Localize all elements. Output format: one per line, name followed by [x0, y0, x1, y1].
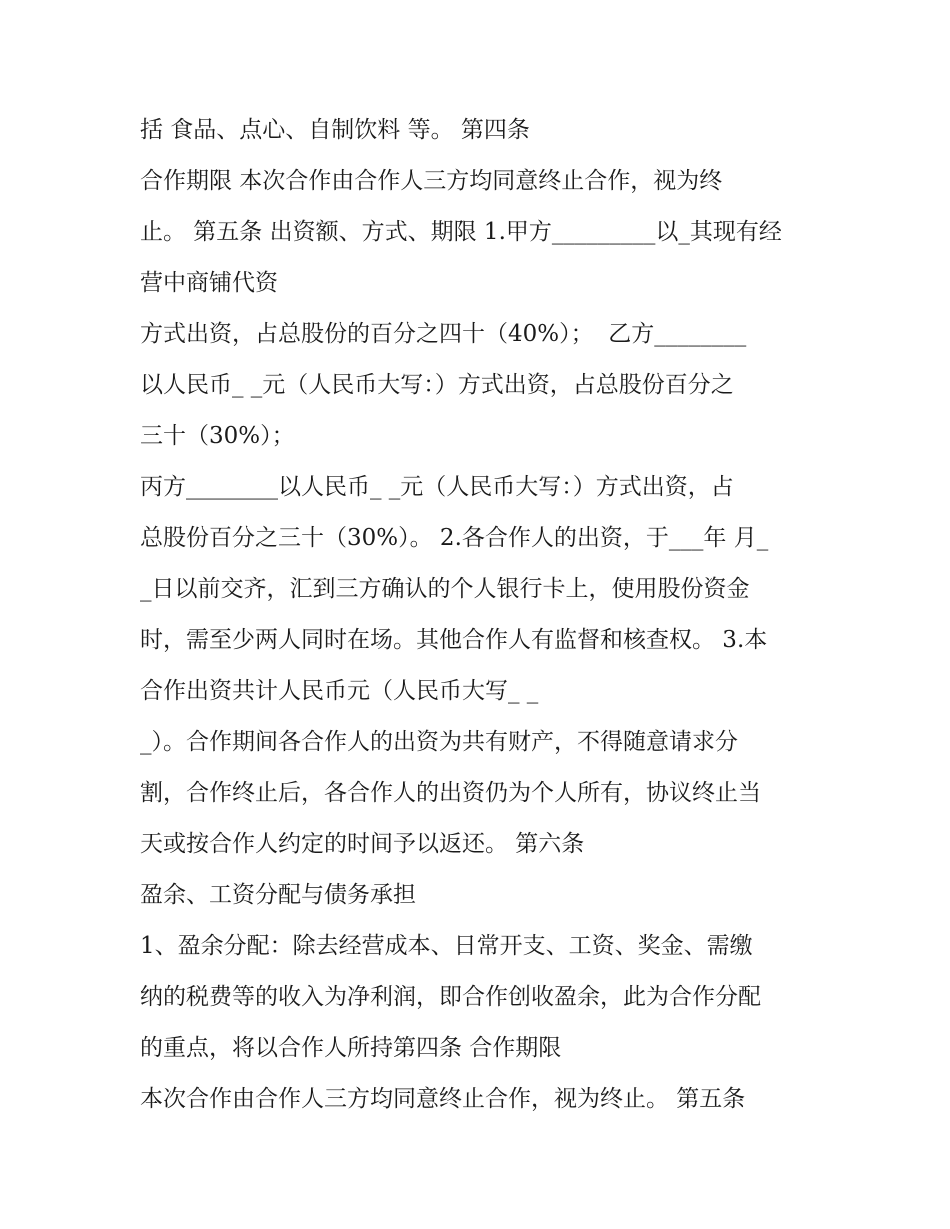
text-line: _日以前交齐，汇到三方确认的个人银行卡上，使用股份资金 — [140, 576, 750, 602]
text-line: 营中商铺代资 — [140, 270, 278, 296]
text-line: 丙方________以人民币_ _元（人民币大写：）方式出资，占 — [140, 474, 734, 500]
text-line: _）。合作期间各合作人的出资为共有财产，不得随意请求分 — [140, 729, 738, 755]
text-line: 本次合作由合作人三方均同意终止合作，视为终止。 第五条 — [140, 1086, 746, 1112]
text-line: 括 食品、点心、自制饮料 等。 第四条 — [140, 117, 530, 143]
text-line: 的重点，将以合作人所持第四条 合作期限 — [140, 1035, 562, 1061]
text-line: 1、盈余分配：除去经营成本、日常开支、工资、奖金、需缴 — [140, 933, 753, 959]
text-line: 止。 第五条 出资额、方式、期限 1.甲方_________以_其现有经 — [140, 219, 782, 245]
text-line: 合作出资共计人民币元（人民币大写_ _ — [140, 678, 539, 704]
text-line: 割，合作终止后，各合作人的出资仍为个人所有，协议终止当 — [140, 780, 761, 806]
text-line: 三十（30%）； — [140, 423, 295, 449]
document-body — [140, 105, 830, 1125]
text-line: 盈余、工资分配与债务承担 — [140, 882, 416, 908]
text-line: 时，需至少两人同时在场。其他合作人有监督和核查权。 3.本 — [140, 627, 768, 653]
text-line: 方式出资，占总股份的百分之四十（40%）； 乙方________ — [140, 321, 747, 347]
text-line: 以人民币_ _元（人民币大写：）方式出资，占总股份百分之 — [140, 372, 734, 398]
text-line: 总股份百分之三十（30%）。 2.各合作人的出资，于___年 月_ — [140, 525, 769, 551]
text-line: 天或按合作人约定的时间予以返还。 第六条 — [140, 831, 585, 857]
text-line: 纳的税费等的收入为净利润，即合作创收盈余，此为合作分配 — [140, 984, 761, 1010]
text-line: 合作期限 本次合作由合作人三方均同意终止合作，视为终 — [140, 168, 723, 194]
